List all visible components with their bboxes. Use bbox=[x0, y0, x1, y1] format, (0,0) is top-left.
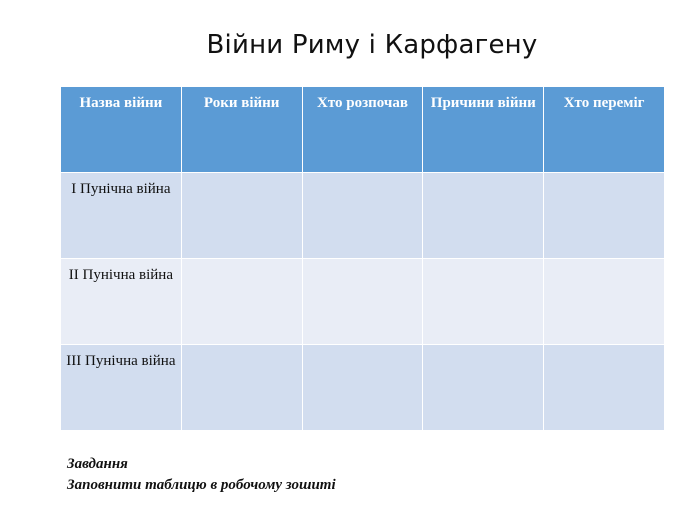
table-cell bbox=[544, 173, 665, 259]
table-cell bbox=[423, 345, 544, 431]
table-cell bbox=[544, 345, 665, 431]
table-row bbox=[61, 259, 665, 345]
table-container bbox=[60, 86, 665, 431]
table-cell bbox=[544, 259, 665, 345]
task-block bbox=[67, 454, 336, 496]
table-cell bbox=[423, 259, 544, 345]
table-header-row bbox=[61, 87, 665, 173]
table-cell-war-name: ІІ Пунічна війна bbox=[61, 259, 182, 345]
table-cell-war-name: ІІІ Пунічна війна bbox=[61, 345, 182, 431]
task-heading: Завдання bbox=[67, 456, 128, 472]
table-cell bbox=[302, 345, 423, 431]
table-cell bbox=[423, 173, 544, 259]
task-text: Заповнити таблицю в робочому зошиті bbox=[67, 477, 336, 493]
table-row bbox=[61, 345, 665, 431]
header-who-started: Хто розпочав bbox=[302, 87, 423, 173]
table-cell-war-name: І Пунічна війна bbox=[61, 173, 182, 259]
header-causes: Причини війни bbox=[423, 87, 544, 173]
slide-title: Війни Риму і Карфагену bbox=[206, 30, 538, 60]
table-cell bbox=[181, 345, 302, 431]
table-cell bbox=[302, 173, 423, 259]
header-who-won: Хто переміг bbox=[544, 87, 665, 173]
table-cell bbox=[302, 259, 423, 345]
wars-table bbox=[60, 86, 665, 431]
table-cell bbox=[181, 259, 302, 345]
header-war-name: Назва війни bbox=[61, 87, 182, 173]
table-row bbox=[61, 173, 665, 259]
table-cell bbox=[181, 173, 302, 259]
header-war-years: Роки війни bbox=[181, 87, 302, 173]
